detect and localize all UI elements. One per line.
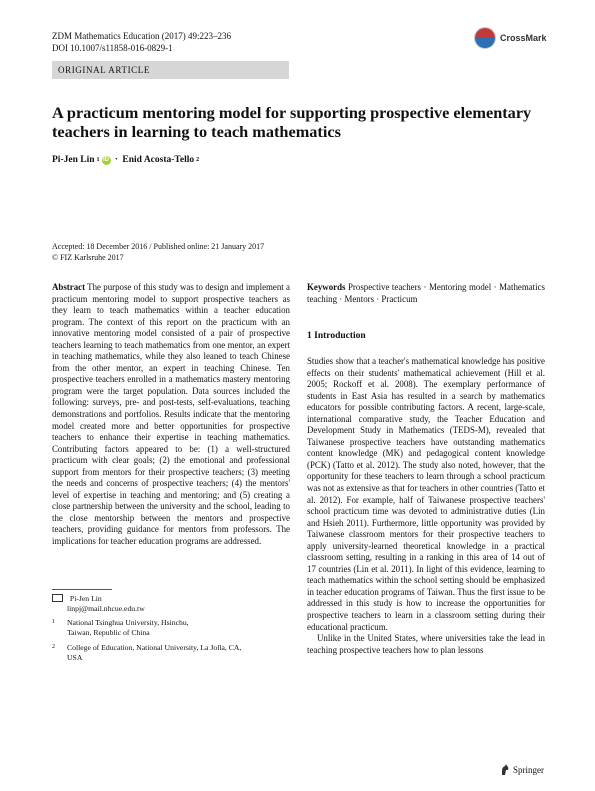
contact-name: Pi-Jen Lin [69,594,102,603]
affiliation-line: College of Education, National University, La Jolla, CA, [67,643,242,652]
affiliation-2 [52,643,241,663]
affiliation-number: 2 [52,644,55,650]
author-line [52,155,199,165]
paragraph: Studies show that a teacher's mathematical knowledge has positive effects on their students' mathematical achievement (Hill et al. 2005; Rockoff et al. 2008). The exemplary performance of students in East Asia has resulted in a search by mathematics educators for possible contributing factors. A recent, large-scale, international comparative study, the Teacher Education and Development Study in Mathematics (TEDS-M), revealed that Taiwanese prospective teachers have outstanding mathematics content knowledge (MK) and pedagogical content knowledge (PCK) (Tatto et al. 2012). The study also noted, however, that the opportunity for these teachers to learn through a school practicum was not as extensive as that for teachers in other countries (Tatto et al. 2012). For example, half of Taiwanese prospective teachers' school practicum time was devoted to administrative duties (Lin and Hsieh 2011). Furthermore, little opportunity was provided by Taiwanese classroom mentors for their prospective teachers to apply university-learned theoretical knowledge in a practical classroom setting, resulting in a ranking in this area of 14 out of 17 countries (Lin et al. 2011). In light of this evidence, learning to teach mathematics within the school setting should be emphasized in teacher education programs of Taiwan. Thus the first issue to be addressed in this study is how to increase the opportunities for prospective teachers to learn in a classroom setting during their educational practicum. [307,356,545,632]
affiliation-marker: 1 [96,157,100,163]
section-heading: 1 Introduction [307,331,366,341]
copyright: © FIZ Karlsruhe 2017 [52,253,124,262]
abstract-label: Abstract [52,282,86,292]
publisher-name: Springer [513,765,544,775]
publisher-logo [500,764,544,776]
keywords-text: Prospective teachers · Mentoring model · Mathematics teaching · Mentors · Practicum [307,282,545,304]
affiliation-1 [52,618,189,638]
keywords-label: Keywords [307,282,346,292]
crossmark-label: CrossMark [500,33,547,43]
article-title: A practicum mentoring model for supporting prospective elementary teachers in learning to teach mathematics [52,103,532,141]
affiliation-line: Taiwan, Republic of China [67,628,150,637]
author-separator: · [112,155,121,165]
affiliation-marker: 2 [196,157,200,163]
crossmark-badge[interactable] [474,26,554,50]
doi[interactable]: DOI 10.1007/s11858-016-0829-1 [52,43,173,53]
abstract-text: The purpose of this study was to design and implement a practicum mentoring model to support prospective teachers as they learn to teach mathematics within a teacher education program. The context of this report on the practicum with an innovative mentoring model consisted of a pair of prospective teachers learning to teach mathematics from one mentor, an expert in teaching mathematics, while they also leaned to teach Chinese from the other mentor, an expert in teaching Chinese. Ten prospective teachers enrolled in a mathematics mastery mentoring program were the target population. Data sources included the following: surveys, pre- and post-tests, self-evaluations, teaching demonstrations and portfolios. Results indicate that the mentoring model created more and better opportunities for prospective teachers to enhance their expertise in teaching mathematics. Contributing factors appeared to be: (1) a well-structured practicum with clear goals; (2) the emotional and professional support from mentors for their prospective teachers; (3) meeting the needs and concerns of prospective teachers; (4) the mentors' level of expertise in teaching and mentoring; and (5) creating a close partnership between the university and the school, leading to the close mentorship between the mentors and prospective teachers, providing guidance for mentors from professors. The implications for teacher education programs are addressed. [52,282,291,547]
article-type-banner: ORIGINAL ARTICLE [52,61,289,79]
affiliation-line: USA [67,653,83,662]
journal-info [52,30,231,54]
journal-citation: ZDM Mathematics Education (2017) 49:223–236 [52,31,231,41]
author-name[interactable]: Enid Acosta-Tello [122,155,195,165]
crossmark-icon [474,27,496,49]
paragraph: Unlike in the United States, where universities take the lead in teaching prospective teachers how to plan lessons [307,633,545,655]
accepted-published-date: Accepted: 18 December 2016 / Published online: 21 January 2017 [52,242,265,251]
affiliation-number: 1 [52,619,55,625]
corresponding-author [52,593,145,614]
introduction-body [307,356,545,656]
abstract [52,282,290,548]
contact-email[interactable]: linpj@mail.nhcue.edu.tw [67,604,145,613]
orcid-icon[interactable]: iD [103,156,109,163]
footnote-divider [52,589,112,590]
springer-horse-icon [500,764,510,776]
keywords [307,282,545,305]
affiliation-line: National Tsinghua University, Hsinchu, [67,618,189,627]
publication-dates [52,241,264,263]
author-name[interactable]: Pi-Jen Lin [52,155,95,165]
envelope-icon [52,594,63,602]
